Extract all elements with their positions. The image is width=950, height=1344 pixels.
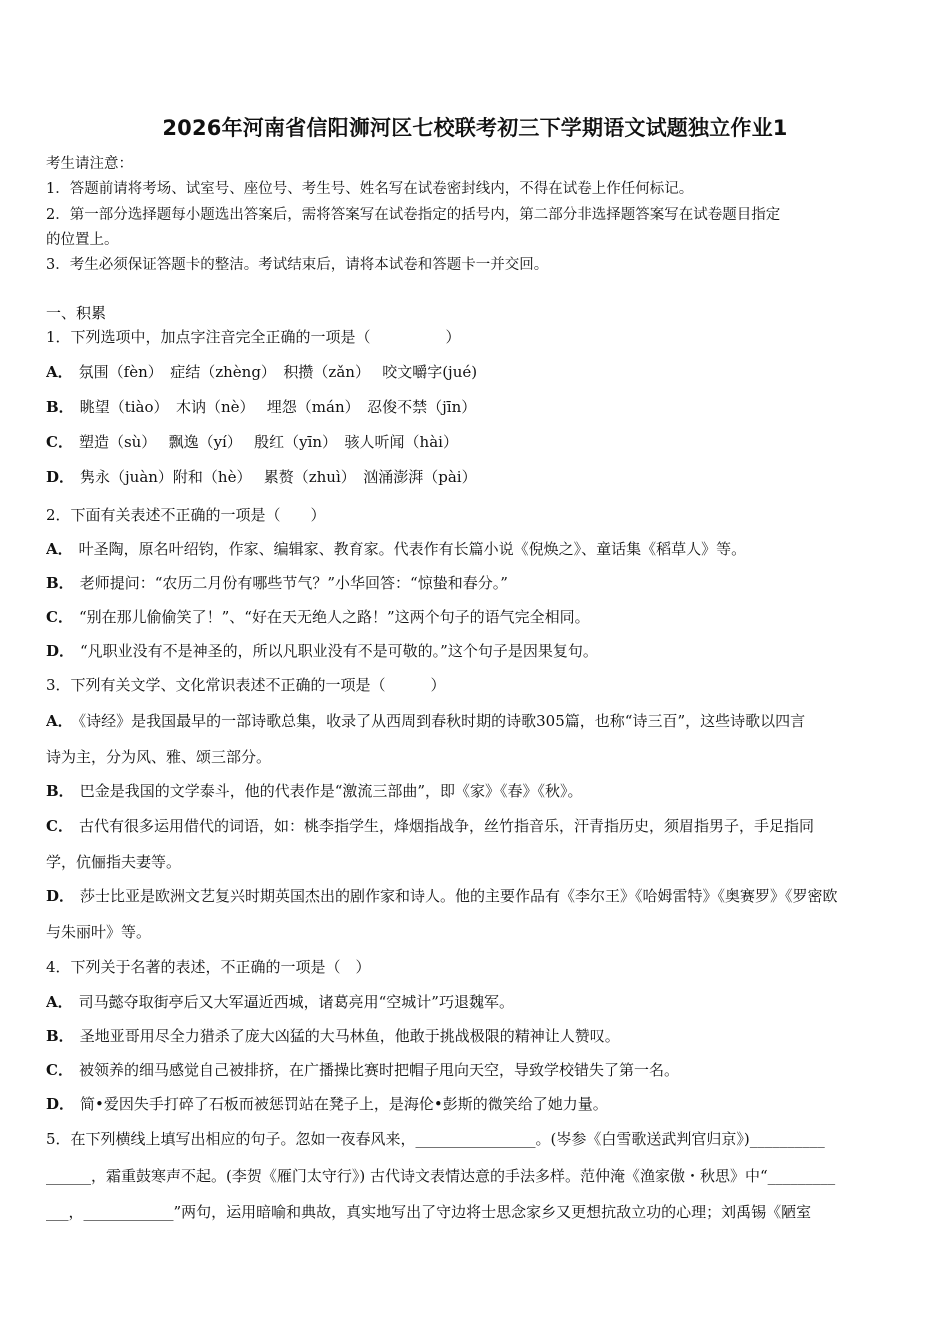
option-letter: D． [46, 468, 75, 486]
exam-title: 2026年河南省信阳浉河区七校联考初三下学期语文试题独立作业1 [162, 116, 788, 140]
option-letter: C． [46, 433, 73, 451]
notice-item-1: 1．答题前请将考场、试室号、座位号、考生号、姓名写在试卷密封线内，不得在试卷上作任何标记。 [46, 181, 694, 197]
section-heading: 一、积累 [46, 304, 107, 322]
option-letter: C． [46, 817, 73, 835]
question-2-stem: 2．下面有关表述不正确的一项是（ ） [46, 506, 326, 524]
question-1-option-c [46, 431, 908, 452]
question-4-option-c [46, 1059, 908, 1080]
question-3-stem: 3．下列有关文学、文化常识表述不正确的一项是（ ） [46, 676, 446, 694]
notice-heading: 考生请注意： [46, 156, 133, 172]
option-text: 司马懿夺取街亭后又大军逼近西城，诸葛亮用“空城计”巧退魏军。 [78, 993, 514, 1011]
question-3-option-a [46, 710, 908, 731]
question-5-line-1: 5．在下列横线上填写出相应的句子。忽如一夜春风来，________________。(岑参《白雪歌送武判官归京》)__________ [46, 1130, 825, 1148]
option-text: “凡职业没有不是神圣的，所以凡职业没有不是可敬的。”这个句子是因果复句。 [80, 642, 598, 660]
option-text: 眺望（tiào） 木讷（nè） 埋怨（mán） 忍俊不禁（jīn） [79, 398, 477, 416]
option-text: 氛围（fèn） 症结（zhèng） 积攒（zǎn） 咬文嚼字(jué) [78, 363, 478, 381]
notice-item-2-cont: 的位置上。 [46, 232, 119, 248]
option-text: 《诗经》是我国最早的一部诗歌总集，收录了从西周到春秋时期的诗歌305篇，也称“诗三百”，这些诗歌以四言 [78, 712, 806, 730]
notice-item-2: 2．第一部分选择题每小题选出答案后，需将答案写在试卷指定的括号内，第二部分非选择题答案写在试卷题目指定 [46, 207, 781, 223]
question-4-stem: 4．下列关于名著的表述，不正确的一项是（ ） [46, 958, 371, 976]
option-letter: D． [46, 887, 75, 905]
option-text: 莎士比亚是欧洲文艺复兴时期英国杰出的剧作家和诗人。他的主要作品有《李尔王》《哈姆雷特》《奥赛罗》《罗密欧 [80, 887, 838, 905]
option-text: 巴金是我国的文学泰斗，他的代表作是“激流三部曲”，即《家》《春》《秋》。 [79, 782, 583, 800]
question-3-option-c-cont: 学，伉俪指夫妻等。 [46, 853, 182, 871]
question-1-option-a [46, 361, 908, 382]
option-letter: B． [46, 574, 74, 592]
question-3-option-a-cont: 诗为主，分为风、雅、颂三部分。 [46, 748, 272, 766]
question-5-line-3: ___，____________”两句，运用暗喻和典故，真实地写出了守边将士思念家乡又更想抗敌立功的心理；刘禹锡《陋室 [46, 1203, 812, 1221]
notice-item-3: 3．考生必须保证答题卡的整洁。考试结束后，请将本试卷和答题卡一并交回。 [46, 257, 549, 273]
question-2-option-a [46, 538, 908, 559]
question-3-option-d [46, 885, 908, 906]
option-text: 塑造（sù） 飘逸（yí） 殷红（yīn） 骇人听闻（hài） [78, 433, 458, 451]
question-5-line-2: ______，霜重鼓寒声不起。(李贺《雁门太守行》) 古代诗文表情达意的手法多样。范仲淹《渔家傲・秋思》中“_________ [46, 1167, 836, 1185]
option-text: 被领养的细马感觉自己被排挤，在广播操比赛时把帽子甩向天空，导致学校错失了第一名。 [78, 1061, 679, 1079]
question-3-option-b [46, 780, 908, 801]
option-letter: A． [46, 712, 73, 730]
option-text: 古代有很多运用借代的词语，如：桃李指学生，烽烟指战争，丝竹指音乐，汗青指历史，须眉指男子，手足指同 [78, 817, 814, 835]
option-letter: A． [46, 993, 73, 1011]
question-4-option-d [46, 1093, 908, 1114]
option-letter: A． [46, 540, 73, 558]
option-letter: C． [46, 1061, 73, 1079]
question-4-option-a [46, 991, 908, 1012]
option-text: 圣地亚哥用尽全力猎杀了庞大凶猛的大马林鱼，他敢于挑战极限的精神让人赞叹。 [79, 1027, 620, 1045]
option-letter: B． [46, 782, 74, 800]
option-letter: D． [46, 1095, 75, 1113]
question-1-option-b [46, 396, 908, 417]
option-text: 简•爱因失手打碎了石板而被惩罚站在凳子上，是海伦•彭斯的微笑给了她力量。 [80, 1095, 608, 1113]
option-letter: D． [46, 642, 75, 660]
option-letter: A． [46, 363, 73, 381]
option-letter: C． [46, 608, 73, 626]
question-2-option-c [46, 606, 908, 627]
question-3-option-d-cont: 与朱丽叶》等。 [46, 923, 152, 941]
question-3-option-c [46, 815, 908, 836]
option-text: “别在那儿偷偷笑了！”、“好在天无绝人之路！”这两个句子的语气完全相同。 [78, 608, 590, 626]
question-2-option-b [46, 572, 908, 593]
option-letter: B． [46, 1027, 74, 1045]
option-letter: B． [46, 398, 74, 416]
option-text: 隽永（juàn）附和（hè） 累赘（zhuì） 汹涌澎湃（pài） [80, 468, 477, 486]
option-text: 叶圣陶，原名叶绍钧，作家、编辑家、教育家。代表作有长篇小说《倪焕之》、童话集《稻草人》等。 [78, 540, 747, 558]
question-2-option-d [46, 640, 908, 661]
question-1-stem: 1．下列选项中，加点字注音完全正确的一项是（ ） [46, 328, 461, 346]
option-text: 老师提问：“农历二月份有哪些节气？”小华回答：“惊蛰和春分。” [79, 574, 508, 592]
question-1-option-d [46, 466, 908, 487]
question-4-option-b [46, 1025, 908, 1046]
